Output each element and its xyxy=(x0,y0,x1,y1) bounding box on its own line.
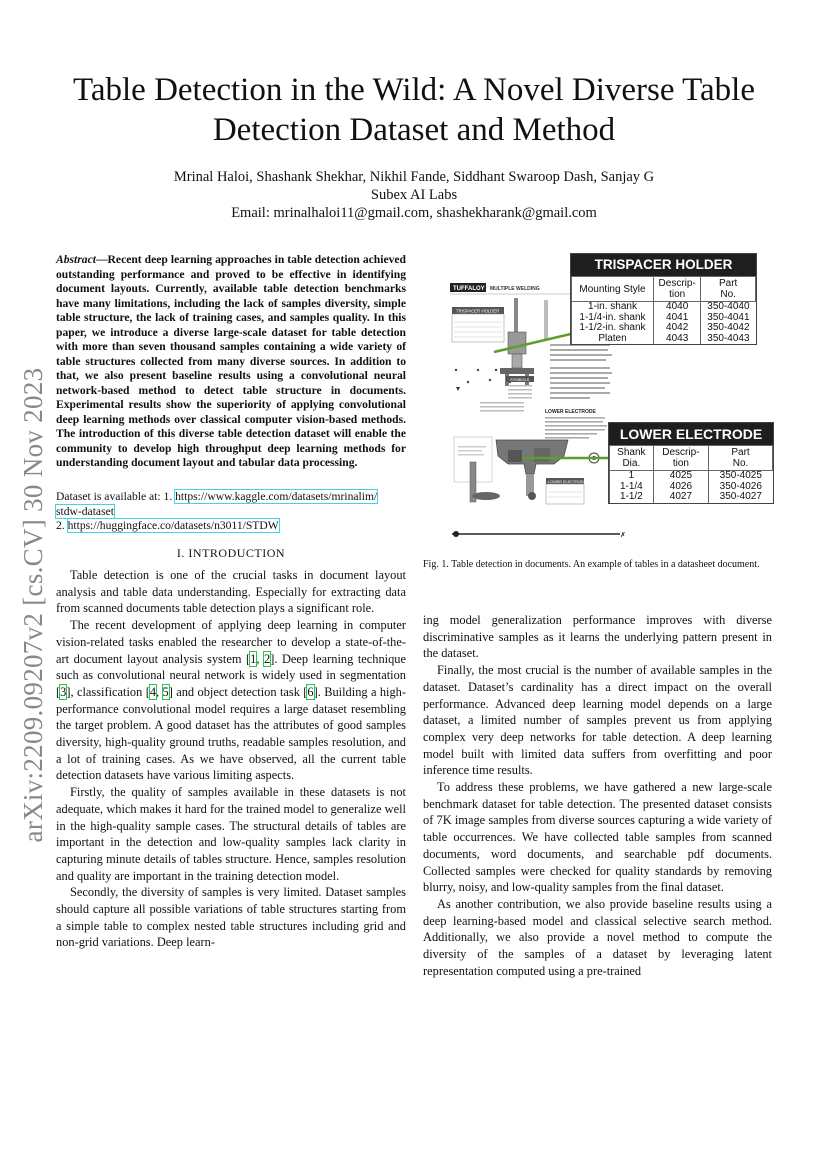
intro-paragraph-4: Secondly, the diversity of samples is very limited. Dataset samples should capture all possible variations of table structures starting from a simple table to complex nested table structures including grid and non-grid variations. Deep learn- xyxy=(56,885,406,950)
table-cell: 4025 xyxy=(653,471,708,482)
table-row xyxy=(610,471,773,482)
figure-caption: Fig. 1. Table detection in documents. An example of tables in a datasheet document. xyxy=(423,559,760,570)
paper-title xyxy=(40,70,788,150)
table-cell: 4041 xyxy=(653,313,700,324)
svg-text:LOWER ELECTRODE: LOWER ELECTRODE xyxy=(545,409,596,415)
figure-1 xyxy=(450,252,772,548)
author-email: Email: mrinalhaloi11@gmail.com, shashekharank@gmail.com xyxy=(231,205,597,221)
trispacer-holder-table xyxy=(570,253,757,345)
table-cell: 4027 xyxy=(653,492,708,503)
abstract xyxy=(56,253,406,471)
table-cell: 350-4025 xyxy=(709,471,773,482)
trispacer-header-0: Mounting Style xyxy=(572,277,654,302)
electrode-header-2: Part No. xyxy=(709,446,773,471)
table-cell: 1-1/4-in. shank xyxy=(572,313,654,324)
svg-text:TRISPACER HOLDER: TRISPACER HOLDER xyxy=(456,308,500,314)
citation-5[interactable]: 5 xyxy=(162,684,169,699)
svg-text:✗: ✗ xyxy=(620,532,626,539)
citation-4[interactable]: 4 xyxy=(149,684,157,699)
table-cell: 350-4042 xyxy=(701,323,756,334)
table-cell: 1-in. shank xyxy=(572,302,654,313)
table-cell: 1-1/4 xyxy=(610,482,654,493)
table-cell: 1-1/2 xyxy=(610,492,654,503)
huggingface-link[interactable]: https://huggingface.co/datasets/n3011/STDW xyxy=(67,519,279,532)
intro-paragraph-3: Firstly, the quality of samples available in these datasets is not adequate, which makes it hard for the trained model to generalize well in the high-quality sample cases. The structural details of tables are important in the detection and low-quality samples lack clarity in capturing minute details of tables structure. Hence, samples resolution and quality are important in the training detection model. xyxy=(56,785,406,883)
dataset-prefix: Dataset is available at: 1. xyxy=(56,490,176,503)
introduction-text xyxy=(56,567,406,951)
electrode-table-grid xyxy=(609,445,773,503)
right-paragraph-1: ing model generalization performance improves with diverse discriminative samples as it learns the underlying pattern present in the dataset. xyxy=(423,613,772,661)
right-column-text xyxy=(423,612,772,979)
trispacer-header-2: Part No. xyxy=(701,277,756,302)
arxiv-side-label: arXiv:2209.09207v2 [cs.CV] 30 Nov 2023 xyxy=(18,367,48,843)
table-row xyxy=(572,302,756,313)
affiliation: Subex AI Labs xyxy=(370,187,458,203)
citation-1[interactable]: 1 xyxy=(250,651,257,666)
table-cell: 350-4027 xyxy=(709,492,773,503)
table-cell: 4026 xyxy=(653,482,708,493)
table-cell: 1 xyxy=(610,471,654,482)
svg-text:LOWER ELECTRODE: LOWER ELECTRODE xyxy=(548,480,587,484)
citation-3[interactable]: 3 xyxy=(60,684,67,699)
intro-paragraph-1: Table detection is one of the crucial tasks in document layout analysis and table data understanding. Especially for extracting data from scanned documents table detection plays a significant role. xyxy=(56,568,406,616)
title-line-1: Table Detection in the Wild: A Novel Diverse Table xyxy=(73,72,755,108)
table-row xyxy=(572,323,756,334)
table-cell: 350-4026 xyxy=(709,482,773,493)
electrode-header-0: Shank Dia. xyxy=(610,446,654,471)
right-paragraph-3: To address these problems, we have gathered a new large-scale benchmark dataset for table detection. The presented dataset consists of 7K image samples from diverse sources capturing a wide variety of table occurrences. We have collected table samples from scanned documents, word documents, and searchable pdf documents. Collected samples were checked for quality standards by removing blurry, noisy, and low-quality samples from the final dataset. xyxy=(423,780,772,895)
table-cell: Platen xyxy=(572,334,654,345)
trispacer-table-title: TRISPACER HOLDER xyxy=(571,254,756,276)
table-cell: 4040 xyxy=(653,302,700,313)
author-block xyxy=(40,168,788,222)
svg-text:MULTIPLE WELDING: MULTIPLE WELDING xyxy=(490,286,540,292)
right-paragraph-2: Finally, the most crucial is the number of available samples in the dataset. Dataset’s cardinality has a direct impact on the overall performance. Advanced deep learning model depends on a large dataset, a limited number of samples prevent us from applying complex very deep networks for table detection. A deep learning model built with limited data suffers from overfitting and poor inference time results. xyxy=(423,663,772,778)
citation-2[interactable]: 2 xyxy=(264,651,271,666)
trispacer-table-grid xyxy=(571,276,756,344)
intro-paragraph-2: The recent development of applying deep learning in computer vision-related tasks enabled the researcher to develop a state-of-the-art document layout analysis system [1, 2]. Deep learning technique such as convolutional neural network is widely used in segmentation [3], classification [4, 5] and object detection task [6]. Building a high-performance convolutional model requires a large dataset resembling the target problem. A good dataset has the attributes of good samples diversity, high-quality ground truths, readable samples resolution, and a lot of training cases. As we have observed, all the current table detection datasets have various limiting aspects. xyxy=(56,618,406,783)
citation-6[interactable]: 6 xyxy=(307,684,314,699)
table-cell: 1-1/2-in. shank xyxy=(572,323,654,334)
brand-logo: TUFFALOY xyxy=(453,286,485,292)
abstract-text: —Recent deep learning approaches in table detection achieved outstanding performance and proved to be effective in identifying document layouts. Currently, available table detection benchmarks have many limitations, including the lack of samples diversity, simple table structure, the lack of training cases, and samples quality. In this paper, we introduce a diverse large-scale dataset for table detection with more than seven thousand samples containing a wide variety of table structures collected from many diverse sources. In addition to that, we also present baseline results using a convolutional neural network-based method to detect table structure in documents. Experimental results show the superiority of applying convolutional deep learning methods over classical computer vision-based methods. The introduction of this diverse table detection dataset will enable the community to develop high throughput deep learning methods for understanding document layout and tabular data processing. xyxy=(56,253,406,469)
right-paragraph-4: As another contribution, we also provide baseline results using a deep learning-based model and classical selective search method. Additionally, we also provide a novel method to compute the diversity of the samples of a dataset by leveraging latent representation computed using a pre-trained xyxy=(423,896,772,978)
author-names: Mrinal Haloi, Shashank Shekhar, Nikhil Fande, Siddhant Swaroop Dash, Sanjay G xyxy=(173,169,655,185)
abstract-label: Abstract xyxy=(56,253,96,266)
table-cell: 4042 xyxy=(653,323,700,334)
svg-text:SYMBOLS: SYMBOLS xyxy=(510,377,530,382)
electrode-table-title: LOWER ELECTRODE xyxy=(609,423,773,445)
section-heading-introduction: I. INTRODUCTION xyxy=(176,546,286,560)
table-cell: 350-4040 xyxy=(701,302,756,313)
table-cell: 350-4041 xyxy=(701,313,756,324)
kaggle-link[interactable]: https://www.kaggle.com/datasets/mrinalim/ stdw-dataset xyxy=(56,490,378,518)
trispacer-header-1: Descrip- tion xyxy=(653,277,700,302)
link2-prefix: 2. xyxy=(56,519,68,532)
table-row xyxy=(572,334,756,345)
table-row xyxy=(610,492,773,503)
title-line-2: Detection Dataset and Method xyxy=(212,112,616,148)
electrode-header-1: Descrip- tion xyxy=(653,446,708,471)
table-cell: 4043 xyxy=(653,334,700,345)
table-cell: 350-4043 xyxy=(701,334,756,345)
lower-electrode-table xyxy=(608,422,774,504)
dataset-links xyxy=(56,490,406,534)
